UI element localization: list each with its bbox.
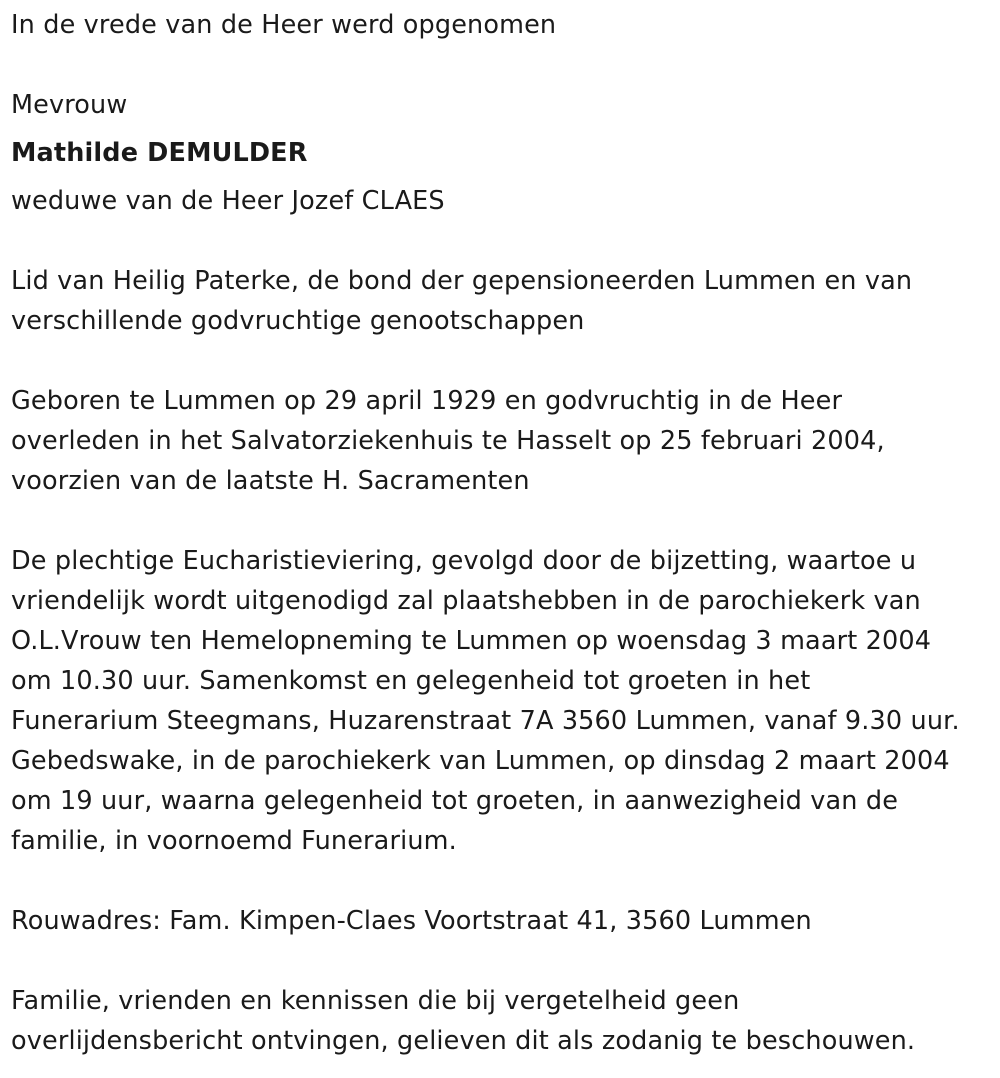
- birth-death-line: Geboren te Lummen op 29 april 1929 en godvruchtig in de Heer: [11, 386, 843, 416]
- ceremony-line: Gebedswake, in de parochiekerk van Lummen, op dinsdag 2 maart 2004: [11, 746, 950, 776]
- ceremony-line: familie, in voornoemd Funerarium.: [11, 826, 457, 856]
- ceremony-line: De plechtige Eucharistieviering, gevolgd door de bijzetting, waartoe u: [11, 546, 917, 576]
- ceremony-line: om 10.30 uur. Samenkomst en gelegenheid tot groeten in het: [11, 666, 811, 696]
- birth-death-line: overleden in het Salvatorziekenhuis te Hasselt op 25 februari 2004,: [11, 426, 885, 456]
- ceremony-line: Funerarium Steegmans, Huzarenstraat 7A 3560 Lummen, vanaf 9.30 uur.: [11, 706, 960, 736]
- mourning-address: Rouwadres: Fam. Kimpen-Claes Voortstraat 41, 3560 Lummen: [11, 906, 812, 936]
- membership-line: verschillende godvruchtige genootschappen: [11, 306, 585, 336]
- spouse-line: weduwe van de Heer Jozef CLAES: [11, 186, 445, 216]
- closing-line: overlijdensbericht ontvingen, gelieven dit als zodanig te beschouwen.: [11, 1026, 916, 1056]
- ceremony-line: vriendelijk wordt uitgenodigd zal plaatshebben in de parochiekerk van: [11, 586, 921, 616]
- ceremony-line: om 19 uur, waarna gelegenheid tot groeten, in aanwezigheid van de: [11, 786, 899, 816]
- ceremony-line: O.L.Vrouw ten Hemelopneming te Lummen op woensdag 3 maart 2004: [11, 626, 932, 656]
- deceased-name: Mathilde DEMULDER: [11, 138, 308, 168]
- birth-death-line: voorzien van de laatste H. Sacramenten: [11, 466, 530, 496]
- intro-text: In de vrede van de Heer werd opgenomen: [11, 10, 557, 40]
- membership-line: Lid van Heilig Paterke, de bond der gepensioneerden Lummen en van: [11, 266, 913, 296]
- honorific: Mevrouw: [11, 90, 128, 120]
- closing-line: Familie, vrienden en kennissen die bij vergetelheid geen: [11, 986, 740, 1016]
